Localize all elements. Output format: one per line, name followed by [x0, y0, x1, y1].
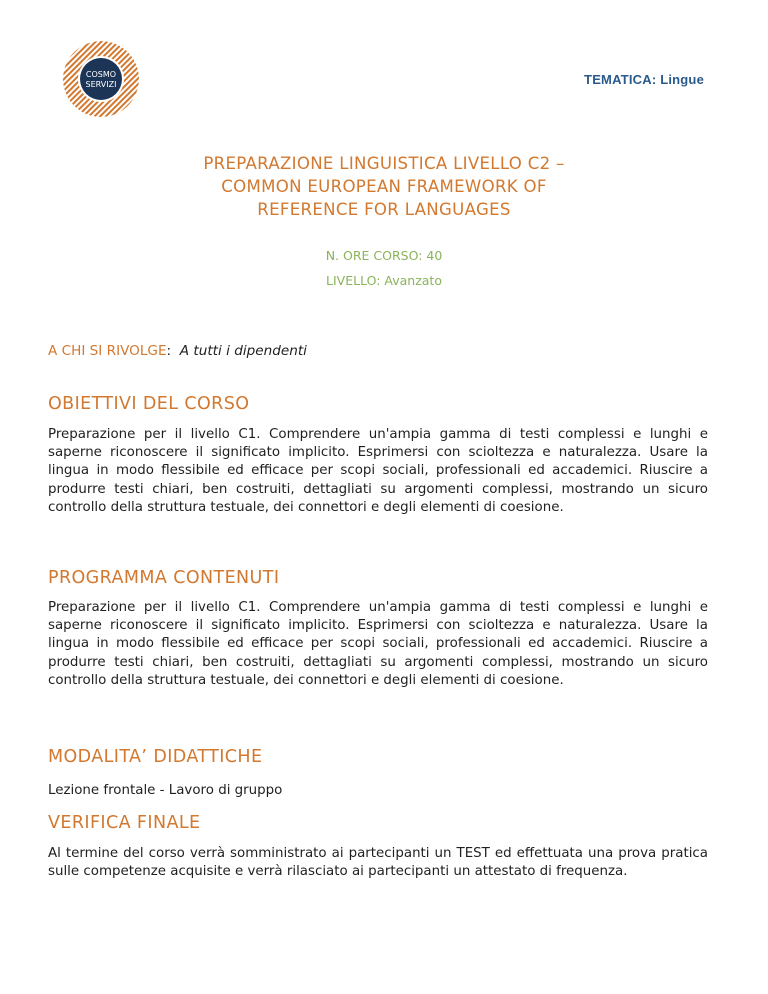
section-text-programma: Preparazione per il livello C1. Comprendere un'ampia gamma di testi complessi e lunghi e saperne riconoscere il significato implicito. Esprimersi con scioltezza e naturalezza. Usare la lingua in modo flessibile ed efficace per scopi sociali, professionali ed accademici. Riuscire a produrre testi chiari, ben costruiti, dettagliati su argomenti complessi, mostrando un sicuro controllo della struttura testuale, dei connettori e degli elementi di coesione. [48, 600, 708, 688]
target-audience-value: A tutti i dipendenti [179, 343, 307, 359]
course-hours: N. ORE CORSO: 40 [325, 248, 443, 263]
tematica-label: TEMATICA [584, 72, 652, 87]
svg-text:COSMO: COSMO [85, 70, 117, 79]
target-audience: A CHI SI RIVOLGE: A tutti i dipendenti [48, 343, 307, 359]
cosmo-servizi-logo [62, 40, 140, 118]
section-text-modalita: Lezione frontale - Lavoro di gruppo [48, 783, 283, 798]
course-level: LIVELLO: Avanzato [326, 273, 442, 288]
section-title-verifica: VERIFICA FINALE [48, 813, 201, 833]
tematica-header: TEMATICA: Lingue [584, 72, 704, 87]
svg-text:SERVIZI: SERVIZI [85, 80, 117, 89]
section-text-obiettivi: Preparazione per il livello C1. Comprendere un'ampia gamma di testi complessi e lunghi e saperne riconoscere il significato implicito. Esprimersi con scioltezza e naturalezza. Usare la lingua in modo flessibile ed efficace per scopi sociali, professionali ed accademici. Riuscire a produrre testi chiari, ben costruiti, dettagliati su argomenti complessi, mostrando un sicuro controllo della struttura testuale, dei connettori e degli elementi di coesione. [48, 427, 708, 515]
tematica-value: Lingue [660, 72, 704, 87]
course-title-line-3: REFERENCE FOR LANGUAGES [257, 200, 511, 219]
course-title-line-2: COMMON EUROPEAN FRAMEWORK OF [221, 177, 547, 196]
course-title-line-1: PREPARAZIONE LINGUISTICA LIVELLO C2 – [203, 154, 565, 173]
section-title-modalita: MODALITA’ DIDATTICHE [48, 747, 263, 767]
section-title-programma: PROGRAMMA CONTENUTI [48, 568, 280, 588]
course-title [120, 152, 648, 221]
section-text-verifica: Al termine del corso verrà somministrato ai partecipanti un TEST ed effettuata una prova pratica sulle competenze acquisite e verrà rilasciato ai partecipanti un attestato di frequenza. [48, 846, 708, 880]
target-audience-label: A CHI SI RIVOLGE [48, 343, 167, 359]
section-title-obiettivi: OBIETTIVI DEL CORSO [48, 394, 250, 414]
